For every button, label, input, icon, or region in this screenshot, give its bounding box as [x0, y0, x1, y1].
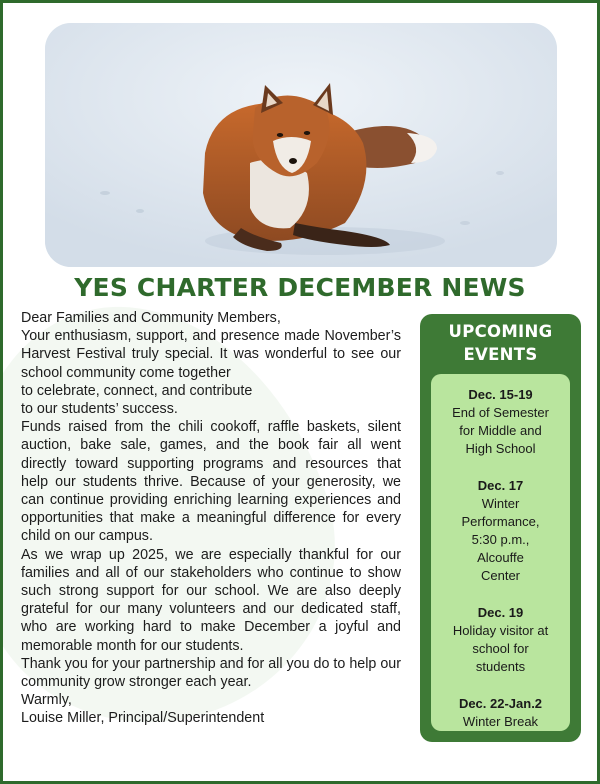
event-date: Dec. 19 [477, 605, 524, 620]
event-description: Winter Break [462, 714, 539, 729]
upcoming-events-list [431, 374, 570, 731]
letter-closing: Warmly, [21, 692, 72, 709]
event-item [431, 604, 570, 676]
event-date: Dec. 17 [477, 478, 524, 493]
letter-greeting: Dear Families and Community Members, [21, 310, 281, 326]
letter-paragraph-2: Funds raised from the chili cookoff, raffle baskets, silent auction, bake sale, games, and the book fair all went directly toward supporting programs and resources that help our students thrive. Because of your generosity, we can continue providing enriching learning experiences and opportunities that make a meaningful difference for every child on our campus. [21, 419, 401, 545]
event-item [431, 695, 570, 731]
event-item [431, 477, 570, 585]
page-title: YES CHARTER DECEMBER NEWS [74, 273, 526, 302]
event-description: Winter Performance, 5:30 p.m., Alcouffe Center [461, 496, 540, 583]
event-date: Dec. 22-Jan.2 [458, 696, 543, 711]
letter-paragraph-1-end: to our students’ success. [21, 401, 178, 418]
event-date: Dec. 15-19 [468, 387, 533, 402]
letter-paragraph-1-line: to celebrate, connect, and contribute [21, 382, 253, 399]
letter-paragraph-4: Thank you for your partnership and for all you do to help our community grow stronger each year. [21, 655, 401, 691]
upcoming-events-title: UPCOMING EVENTS [448, 322, 553, 364]
letter-body [21, 309, 401, 728]
event-description: Holiday visitor at school for students [452, 623, 549, 674]
event-item [431, 386, 570, 458]
upcoming-events-panel [420, 314, 581, 742]
event-description: End of Semester for Middle and High School [452, 405, 549, 456]
fox-in-snow-illustration [45, 23, 557, 267]
letter-signature: Louise Miller, Principal/Superintendent [21, 710, 265, 727]
hero-photo-fox [45, 23, 557, 267]
letter-paragraph-1: Your enthusiasm, support, and presence made November’s Harvest Festival truly special. It was wonderful to see our school community come together [21, 328, 401, 381]
letter-paragraph-3: As we wrap up 2025, we are especially thankful for our families and all of our stakeholders who continue to show such strong support for our school. We are also deeply grateful for our many volunteers and our dedicated staff, who are working hard to make December a joyful and memorable month for our students. [21, 546, 401, 654]
